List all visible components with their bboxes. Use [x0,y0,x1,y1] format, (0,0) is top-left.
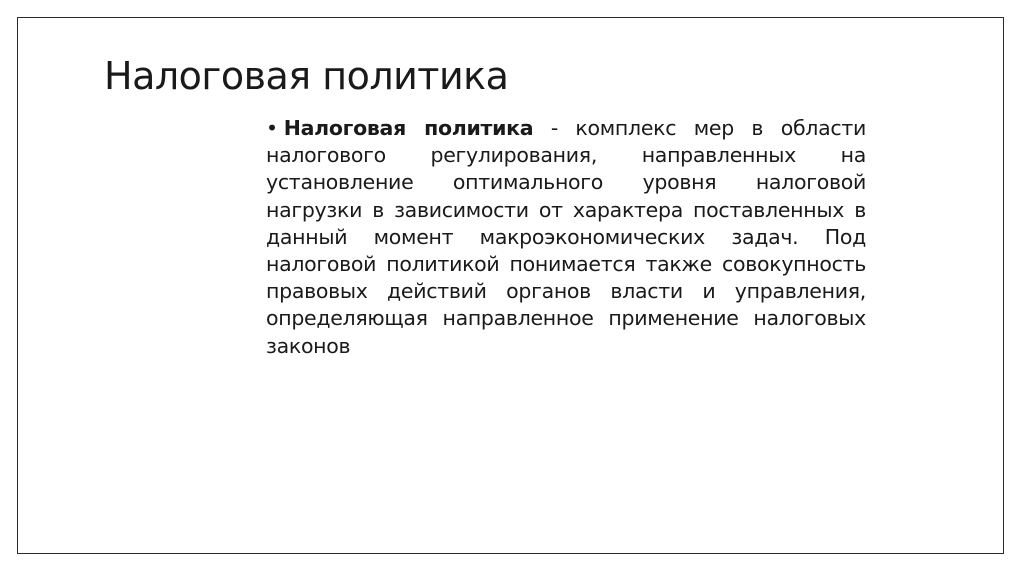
bullet-paragraph [266,115,866,360]
slide-title: Налоговая политика [104,54,509,98]
definition-term: Налоговая политика [283,116,534,140]
slide-frame [17,17,1004,554]
bullet-icon: • [266,116,278,140]
definition-text: - комплекс мер в области налогового регулирования, направленных на установление оптимального уровня налоговой нагрузки в зависимости от характера поставленных в данный момент макроэкономических задач. Под налоговой политикой понимается также совокупность правовых действий органов власти и управления, определяющая направленное применение налоговых законов [266,116,866,358]
